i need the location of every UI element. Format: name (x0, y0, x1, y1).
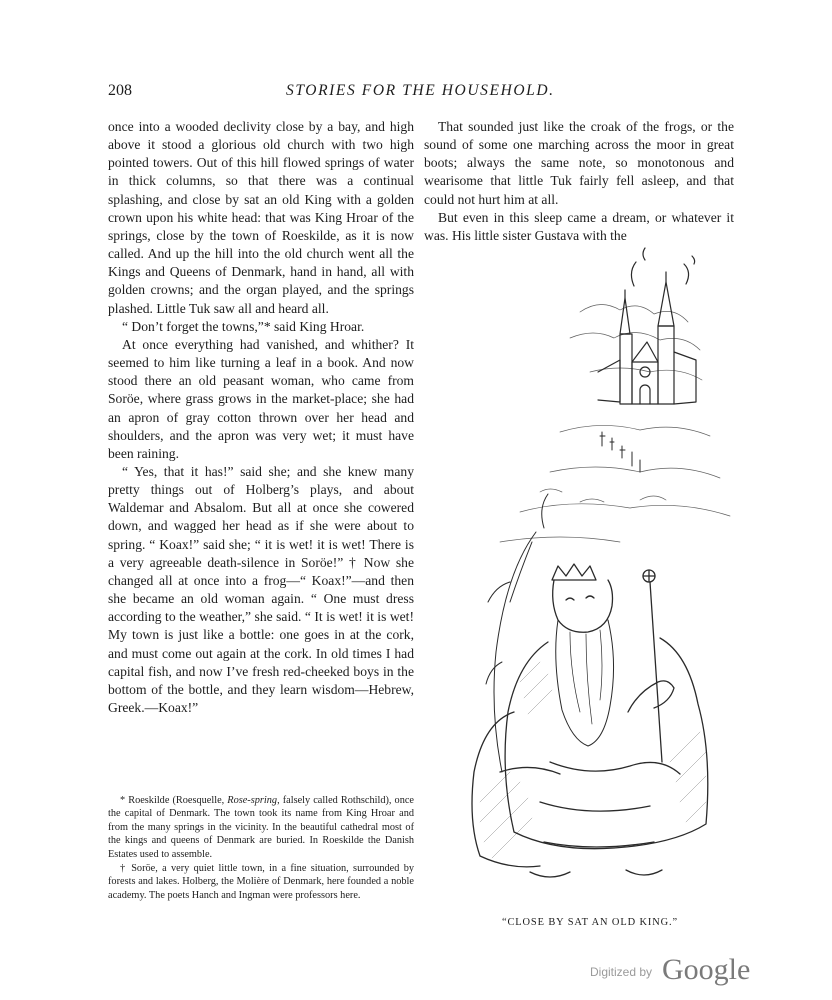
dream-clouds (500, 304, 730, 542)
paragraph: “ Yes, that it has!” said she; and she knew many pretty things out of Holberg’s plays, and about Waldemar and Absalom. But all at once she cowered down, and wagged her head as if she were about to spring. “ Koax!” said she; “ it is wet! it is wet! There is a very agreeable death-silence in Soröe!” † Now she changed all at once into a frog—“ Koax!”—and then she became an old woman again. “ One must dress according to the weather,” she said. “ It is wet! it is wet! My town is just like a bottle: one goes in at the cork, and must come out again at the cork. In old times I had capital fish, and now I’ve fresh red-cheeked boys in the bottom of the bottle, and they learn wisdom—Hebrew, Greek.—Koax!” (108, 463, 414, 715)
illustration-caption: “CLOSE BY SAT AN OLD KING.” (501, 917, 679, 928)
old-king-illustration (440, 242, 740, 910)
paragraph: But even in this sleep came a dream, or whatever it was. His little sister Gustava with the (424, 209, 734, 243)
church-drawing (598, 272, 696, 404)
footnote-soroe (108, 862, 414, 902)
paragraph: That sounded just like the croak of the frogs, or the sound of some one marching across the moor in great boots; always the same note, so monotonous and wearisome that little Tuk fairly fell asleep, and that could not hurt him at all. (424, 119, 734, 207)
page-header (108, 82, 728, 104)
footnotes (108, 794, 414, 902)
king-figure (472, 564, 708, 877)
running-head: STORIES FOR THE HOUSEHOLD. (286, 82, 555, 99)
footnote-roeskilde (108, 794, 414, 861)
procession-figures (600, 432, 640, 472)
google-logo-text: Google (662, 953, 751, 986)
tree-branches (486, 494, 548, 772)
paragraph: “ Don’t forget the towns,”* said King Hroar. (122, 318, 365, 334)
footnote-text: † Soröe, a very quiet little town, in a fine situation, surrounded by forests and lakes. Holberg, the Molière of Denmark, here founded a noble academy. The poets Hanch and Ingman were professors here. (108, 863, 414, 901)
watermark-prefix: Digitized by (590, 965, 653, 979)
paragraph: At once everything had vanished, and whither? It seemed to him like turning a leaf in a book. And now stood there an old peasant woman, who came from Soröe, where grass grows in the market-place; she had an apron of gray cotton thrown over her head and shoulders, and the apron was very wet; it must have been raining. (108, 336, 414, 461)
right-column (424, 118, 734, 245)
footnote-italic: Rose-spring (227, 795, 278, 806)
digitized-by-google-watermark (590, 952, 770, 986)
scepter (643, 570, 662, 762)
left-column (108, 118, 414, 717)
google-logo (662, 952, 770, 986)
footnote-text: * Roeskilde (Roesquelle, (120, 795, 228, 806)
dream-curls (631, 248, 694, 286)
paragraph: once into a wooded declivity close by a bay, and high above it stood a glorious old church with two high pointed towers. Out of this hill flowed springs of water in thick columns, so that there was a continual splashing, and close by sat an old King with a golden crown upon his white head: that was King Hroar of the springs, close by the town of Roeskilde, as it is now called. And up the hill into the old church went all the Kings and Queens of Denmark, hand in hand, all with golden crowns; and the organ played, and the springs plashed. Little Tuk saw all and heard all. (108, 119, 414, 316)
footnote-text: , falsely called Rothschild), once the capital of Denmark. The town took its name from King Hroar and from the many springs in the vicinity. In the beautiful cathedral most of the kings and queens of Denmark are buried. In Roeskilde the Danish Estates used to assemble. (108, 795, 414, 860)
page-number: 208 (108, 82, 132, 99)
